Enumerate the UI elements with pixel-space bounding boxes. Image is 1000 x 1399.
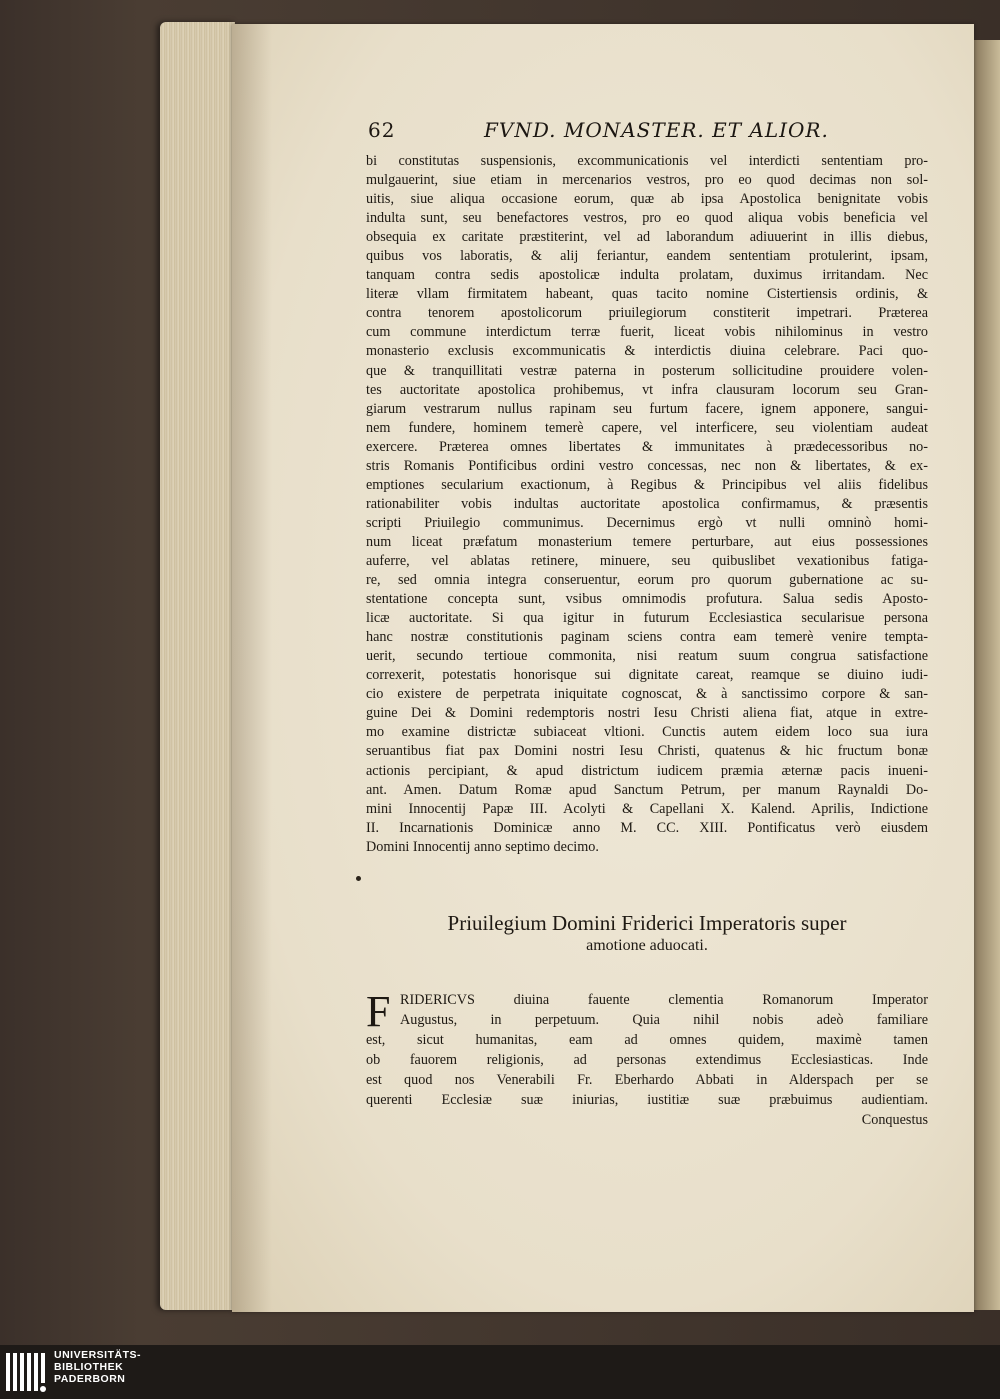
body-line: uerit, secundo tertioue commonita, nisi reatum suum congrua satisfactione [366, 648, 928, 665]
page-number: 62 [368, 118, 396, 142]
charter-line: est, sicut humanitas, eam ad omnes quidem, maximè tamen [366, 1032, 928, 1048]
body-line: obsequia ex caritate præstiterint, vel ad laborandum adiuuerint in illis diebus, [366, 229, 928, 246]
charter-line: ob fauorem religionis, ad personas extendimus Ecclesiasticas. Inde [366, 1052, 928, 1068]
body-line: mini Innocentij Papæ III. Acolyti & Capellani X. Kalend. Aprilis, Indictione [366, 800, 928, 817]
body-line: mo examine districtæ subiaceat vltioni. Cunctis autem eidem loco sua iura [366, 724, 928, 741]
body-line: tes auctoritate apostolica prohibemus, vt infra clausuram locorum seu Gran- [366, 381, 928, 398]
body-line: rationabiliter vobis indultas auctoritate apostolica confirmamus, & præsentis [366, 495, 928, 512]
body-line: exercere. Præterea omnes libertates & immunitates à prædecessoribus no- [366, 438, 928, 455]
library-logo-icon [4, 1349, 50, 1395]
body-line: monasterio exclusis excommunicatis & interdictis diuina celebrare. Paci quo- [366, 343, 928, 360]
body-line: emptiones secularium exactionum, à Regibus & Principibus vel aliis fidelibus [366, 476, 928, 493]
body-line: indulta sunt, seu benefactores vestros, pro eo quod aliqua vobis beneficia vel [366, 210, 928, 227]
facing-page-edge [974, 40, 1000, 1310]
body-line: literæ vllam firmitatem habeant, quas tacito nomine Cistertiensis ordinis, & [366, 286, 928, 303]
library-name-line: PADERBORN [54, 1373, 126, 1385]
body-line: num liceat præfatum monasterium temere perturbare, aut eius possessiones [366, 533, 928, 550]
heading-subtitle: amotione aduocati. [586, 937, 708, 954]
body-line: stentatione concepta sunt, vsibus omnimodis profutura. Salua sedis Aposto- [366, 591, 928, 608]
body-line: quibus vos laboratis, & alij feriantur, eandem sententiam protulerint, ipsam, [366, 248, 928, 265]
body-line: mulgauerint, siue etiam in mercenarios vestros, pro eo quod decimas non sol- [366, 172, 928, 189]
body-line: que & tranquillitati vestræ paterna in posterum sollicitudine prouidere volen- [366, 362, 928, 379]
gutter-shadow [232, 24, 272, 1312]
body-line: seruantibus fiat pax Domini nostri Iesu Christi, quatenus & hic fructum bonæ [366, 743, 928, 760]
drop-cap-initial: F [366, 987, 391, 1036]
body-line: contra tenorem apostolicorum priuilegiorum constiterit impetrari. Præterea [366, 305, 928, 322]
charter-text [366, 987, 928, 1130]
body-line: stris Romanis Pontificibus ordini vestro concessas, nec non & libertates, & ex- [366, 457, 928, 474]
body-line: licæ auctoritate. Si qua igitur in futurum Ecclesiastica secularisue persona [366, 610, 928, 627]
charter-line: RIDERICVS diuina fauente clementia Romanorum Imperator [400, 992, 928, 1008]
charter-line: Augustus, in perpetuum. Quia nihil nobis adeò familiare [400, 1012, 928, 1028]
library-name [54, 1349, 141, 1385]
ink-mark [356, 876, 361, 881]
body-line: Domini Innocentij anno septimo decimo. [366, 838, 599, 855]
body-line: scripti Priuilegio communimus. Decernimus ergò vt nulli omninò homi- [366, 514, 928, 531]
body-line: cum commune interdictum terræ fuerit, liceat vobis nihilominus in vestro [366, 324, 928, 341]
charter-line: est quod nos Venerabili Fr. Eberhardo Abbati in Alderspach per se [366, 1072, 928, 1088]
body-line: giarum vestrarum nullus rapinam seu furtum facere, ignem apponere, sangui- [366, 400, 928, 417]
footer-bar [0, 1345, 1000, 1399]
body-line: ant. Amen. Datum Romæ apud Sanctum Petrum, per manum Raynaldi Do- [366, 781, 928, 798]
body-line: II. Incarnationis Dominicæ anno M. CC. XIII. Pontificatus verò eiusdem [366, 819, 928, 836]
body-line: cio existere de perpetrata iniquitate cognoscat, & à sanctissimo corpore & san- [366, 686, 928, 703]
body-line: hanc nostræ constitutionis paginam sciens contra eam temerè venire tempta- [366, 629, 928, 646]
body-line: nem fundere, hominem temerè capere, vel interficere, seu violentiam audeat [366, 419, 928, 436]
body-line: bi constitutas suspensionis, excommunicationis vel interdicti sententiam pro- [366, 153, 928, 169]
body-line: guine Dei & Domini redemptoris nostri Iesu Christi aliena fiat, atque in extre- [366, 705, 928, 722]
body-text [366, 152, 928, 857]
heading-title: Priuilegium Domini Friderici Imperatoris super [447, 911, 847, 935]
body-line: actionis percipiant, & apud districtum iudicem præmia æternæ pacis inueni- [366, 762, 928, 779]
body-line: uitis, siue aliqua occasione eorum, quæ ab ipsa Apostolica benignitate vobis [366, 191, 928, 208]
library-name-line: BIBLIOTHEK [54, 1361, 124, 1373]
body-line: tanquam contra sedis apostolicæ indulta prolatam, duximus irritandam. Nec [366, 267, 928, 284]
body-line: correxerit, potestatis honorisque sui dignitate careat, reamque se diuino iudi- [366, 667, 928, 684]
running-title: FVND. MONASTER. ET ALIOR. [484, 118, 829, 142]
book-fore-edge [160, 22, 235, 1310]
body-line: re, sed omnia integra conseruentur, eorum pro quorum gubernatione ac su- [366, 572, 928, 589]
catchword: Conquestus [861, 1112, 928, 1128]
library-name-line: UNIVERSITÄTS- [54, 1349, 142, 1361]
section-heading [366, 910, 928, 956]
body-line: auferre, vel ablatas retinere, minuere, seu quibuslibet vexationibus fatiga- [366, 552, 928, 569]
charter-line: querenti Ecclesiæ suæ iniurias, iustitiæ suæ præbuimus audientiam. [366, 1092, 928, 1108]
